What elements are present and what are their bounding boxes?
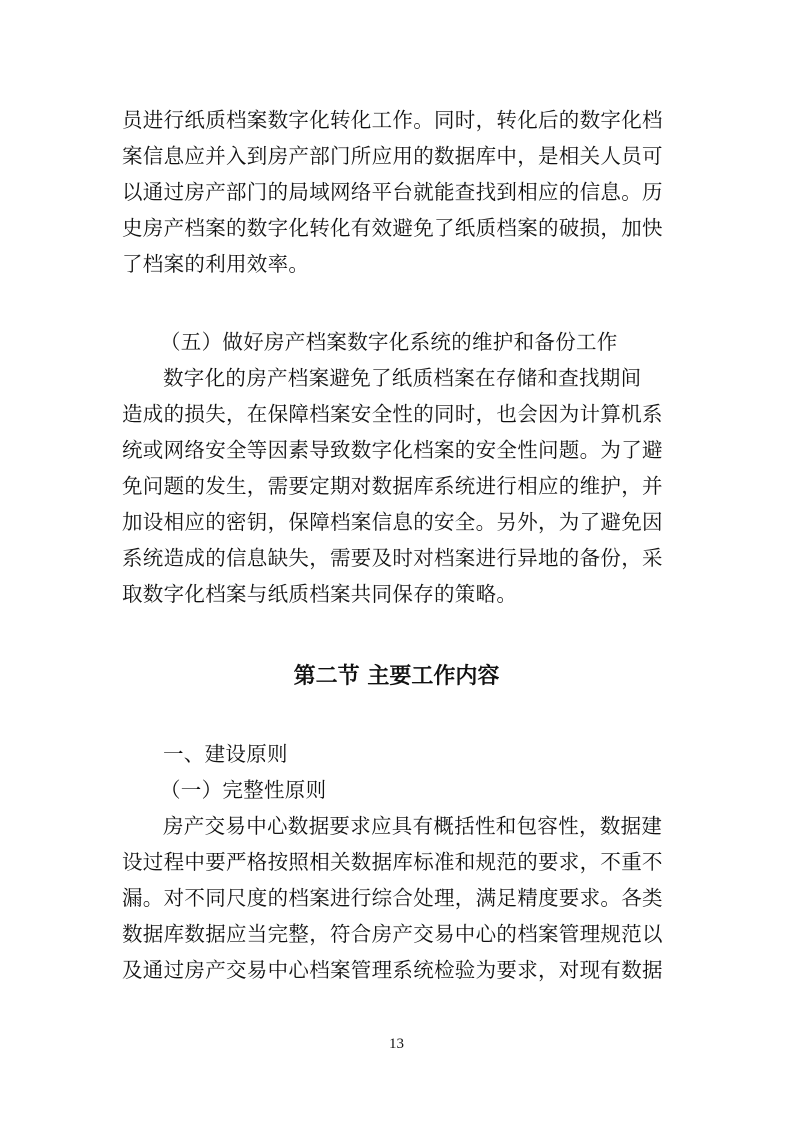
paragraph-line: 加设相应的密钥，保障档案信息的安全。另外，为了避免因 xyxy=(122,510,663,534)
page-number: 13 xyxy=(389,1036,404,1052)
paragraph-line: 数字化的房产档案避免了纸质档案在存储和查找期间 xyxy=(163,366,642,390)
paragraph-line: 取数字化档案与纸质档案共同保存的策略。 xyxy=(122,582,518,606)
paragraph-line: 数据库数据应当完整，符合房产交易中心的档案管理规范以 xyxy=(122,922,663,946)
paragraph-line: 免问题的发生，需要定期对数据库系统进行相应的维护，并 xyxy=(122,474,663,498)
paragraph-line: 系统造成的信息缺失，需要及时对档案进行异地的备份，采 xyxy=(122,546,663,570)
paragraph-line: 以通过房产部门的局域网络平台就能查找到相应的信息。历 xyxy=(122,180,663,204)
section-heading: 第二节 主要工作内容 xyxy=(293,664,500,689)
paragraph-line: 员进行纸质档案数字化转化工作。同时，转化后的数字化档 xyxy=(122,108,663,132)
list-item-heading: 一、建设原则 xyxy=(163,742,288,766)
subsection-title: （一）完整性原则 xyxy=(160,778,327,802)
paragraph-line: 了档案的利用效率。 xyxy=(122,252,310,276)
subsection-title: （五）做好房产档案数字化系统的维护和备份工作 xyxy=(160,330,618,354)
paragraph-line: 史房产档案的数字化转化有效避免了纸质档案的破损，加快 xyxy=(122,216,663,240)
paragraph-line: 及通过房产交易中心档案管理系统检验为要求，对现有数据 xyxy=(122,958,663,982)
paragraph-line: 房产交易中心数据要求应具有概括性和包容性，数据建 xyxy=(163,814,663,838)
paragraph-line: 案信息应并入到房产部门所应用的数据库中，是相关人员可 xyxy=(122,144,663,168)
paragraph-line: 漏。对不同尺度的档案进行综合处理，满足精度要求。各类 xyxy=(122,886,663,910)
paragraph-line: 造成的损失，在保障档案安全性的同时，也会因为计算机系 xyxy=(122,402,663,426)
paragraph-line: 设过程中要严格按照相关数据库标准和规范的要求，不重不 xyxy=(122,850,663,874)
paragraph-line: 统或网络安全等因素导致数字化档案的安全性问题。为了避 xyxy=(122,438,663,462)
